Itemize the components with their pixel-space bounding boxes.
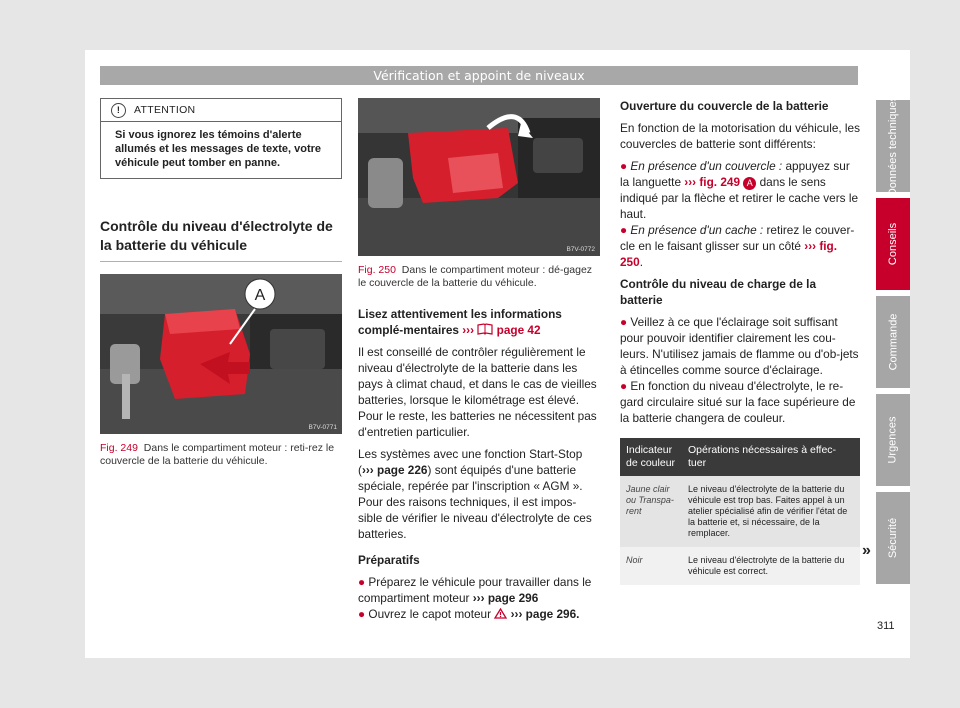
table-row (620, 547, 860, 585)
tab-urgences[interactable] (876, 394, 910, 486)
table-cell: Noir (620, 547, 682, 585)
column-middle (358, 98, 600, 622)
bullet-dot-icon: ● (620, 223, 628, 237)
prep-bullet-2 (358, 606, 600, 622)
figure-249 (100, 274, 342, 468)
engine-photo-250 (358, 98, 600, 256)
column-left (100, 98, 342, 468)
fig-250-link[interactable]: ››› fig. 250 (620, 239, 838, 269)
figure-number: Fig. 250 (358, 264, 396, 276)
tab-donnees-techniques[interactable] (876, 95, 910, 197)
read-info-page-link[interactable]: page 42 (496, 323, 541, 337)
caption-text: Dans le compartiment moteur : reti-rez le couvercle de la batterie du véhicule. (100, 442, 335, 467)
table-header-color: Indicateur de couleur (620, 438, 682, 476)
warning-circle-icon: ! (111, 103, 126, 118)
opening-bullet-2-end: . (639, 255, 643, 269)
continue-mark: » (862, 542, 871, 559)
table-header-operations: Opérations nécessaires à effec-tuer (682, 438, 860, 476)
page-header: Vérification et appoint de niveaux (100, 66, 858, 85)
bullet-dot-icon: ● (620, 159, 628, 173)
charge-bullet-1 (620, 314, 860, 378)
table-header-row (620, 438, 860, 476)
page-number: 311 (877, 620, 895, 632)
opening-bullet-1-text: appuyez sur la languette (620, 159, 850, 189)
letter-a-badge: A (743, 177, 756, 190)
opening-paragraph: En fonction de la motorisation du véhicule, les couvercles de batterie sont différents: (620, 121, 861, 151)
tab-label: Données techniques (887, 95, 900, 197)
engine-photo-249 (100, 274, 342, 434)
engine-illustration-250 (358, 98, 600, 256)
bullet-dot-icon: ● (620, 379, 628, 393)
prep-bullet-1-text: Préparez le véhicule pour travailler dans le compartiment moteur (358, 575, 592, 605)
figure-number: Fig. 249 (100, 442, 138, 454)
tab-label: Urgences (887, 416, 900, 464)
photo-letter-a: A (254, 287, 266, 304)
paragraph-2-end: ) sont équipés d'une batterie spéciale, repérée par l'inscription « AGM ». Pour des raisons techniques, il est impos-sible de vérifier le niveau d'électrolyte de ces batteries. (358, 463, 592, 541)
charge-bullet-1-text: Veillez à ce que l'éclairage soit suffisant pour pouvoir identifier clairement les cou-leurs. N'utilisez jamais de flamme ou d'ob-jets à étincelles comme source d'éclairage. (620, 315, 859, 377)
page-226-link[interactable]: ››› page 226 (361, 463, 428, 477)
opening-bullet-1-end: dans le sens indiqué par la flèche et retirer le cache vers le haut. (620, 175, 859, 221)
subtitle-charge: Contrôle du niveau de charge de la batterie (620, 277, 817, 307)
attention-box (100, 98, 342, 179)
tab-label: Conseils (887, 222, 899, 266)
table-cell: Le niveau d'électrolyte de la batterie du véhicule est correct. (682, 547, 860, 585)
engine-illustration-249 (100, 274, 342, 434)
opening-bullet-2 (620, 222, 860, 270)
paragraph-1: Il est conseillé de contrôler régulièrement le niveau d'électrolyte de la batterie dans les pays à climat chaud, et dans le cas de vieilles batteries, lorsque le kilométrage est élevé. Pour le reste, les batteries ne nécessitent pas d'entretien particulier. (358, 345, 597, 439)
figure-250 (358, 98, 600, 290)
color-indicator-table (620, 438, 860, 585)
prep-bullet-1 (358, 574, 600, 606)
figure-caption (100, 442, 342, 468)
tab-label: Commande (887, 313, 900, 371)
prep-title: Préparatifs (358, 553, 420, 567)
attention-text: Si vous ignorez les témoins d'alerte allumés et les messages de texte, votre véhicule peut tomber en panne. (115, 129, 322, 169)
warning-triangle-icon (494, 608, 507, 619)
charge-bullet-2 (620, 378, 860, 426)
read-info-arrows[interactable]: ››› (462, 323, 475, 337)
tab-conseils[interactable] (876, 198, 910, 290)
table-cell: Le niveau d'électrolyte de la batterie du véhicule est trop bas. Faites appel à un atelier spécialisé afin de vérifier l'état de la batterie et, si nécessaire, de la remplacer. (682, 476, 860, 547)
figure-caption (358, 264, 600, 290)
tab-label: Sécurité (887, 517, 900, 559)
prep-bullet-2-text: Ouvrez le capot moteur (368, 607, 492, 621)
paragraph-2-start: Les systèmes avec une fonction Start-Stop ( (358, 447, 583, 477)
table-row (620, 476, 860, 547)
photo-code: B7V-0771 (308, 424, 337, 431)
paragraph-2 (358, 446, 600, 542)
page-296-link-2[interactable]: ››› page 296. (510, 607, 580, 621)
opening-bullet-1 (620, 158, 860, 222)
table-cell: Jaune clair ou Transpa-rent (620, 476, 682, 547)
bullet-dot-icon: ● (358, 607, 366, 621)
read-info-text: Lisez attentivement les informations complé-mentaires (358, 307, 562, 337)
attention-header (101, 99, 341, 122)
caption-text: Dans le compartiment moteur : dé-gagez le couvercle de la batterie du véhicule. (358, 264, 593, 289)
opening-bullet-1-lead: En présence d'un couvercle : (630, 159, 783, 173)
page-296-link[interactable]: ››› page 296 (472, 591, 539, 605)
opening-bullet-2-lead: En présence d'un cache : (630, 223, 764, 237)
photo-code: B7V-0772 (566, 246, 595, 253)
section-title: Contrôle du niveau d'électrolyte de la batterie du véhicule (100, 217, 342, 262)
attention-label: ATTENTION (134, 104, 196, 116)
opening-bullet-2-text: retirez le couver-cle en le faisant glisser sur un côté (620, 223, 855, 253)
bullet-dot-icon: ● (358, 575, 366, 589)
tab-securite[interactable] (876, 492, 910, 584)
column-right (620, 98, 860, 585)
charge-bullet-2-text: En fonction du niveau d'électrolyte, le re-gard circulaire situé sur la face supérieure de la batterie changera de couleur. (620, 379, 856, 425)
info-book-icon (477, 323, 493, 335)
bullet-dot-icon: ● (620, 315, 628, 329)
tab-commande[interactable] (876, 296, 910, 388)
subtitle-opening: Ouverture du couvercle de la batterie (620, 99, 829, 113)
read-info (358, 306, 600, 338)
fig-249-link[interactable]: ››› fig. 249 (684, 175, 741, 189)
